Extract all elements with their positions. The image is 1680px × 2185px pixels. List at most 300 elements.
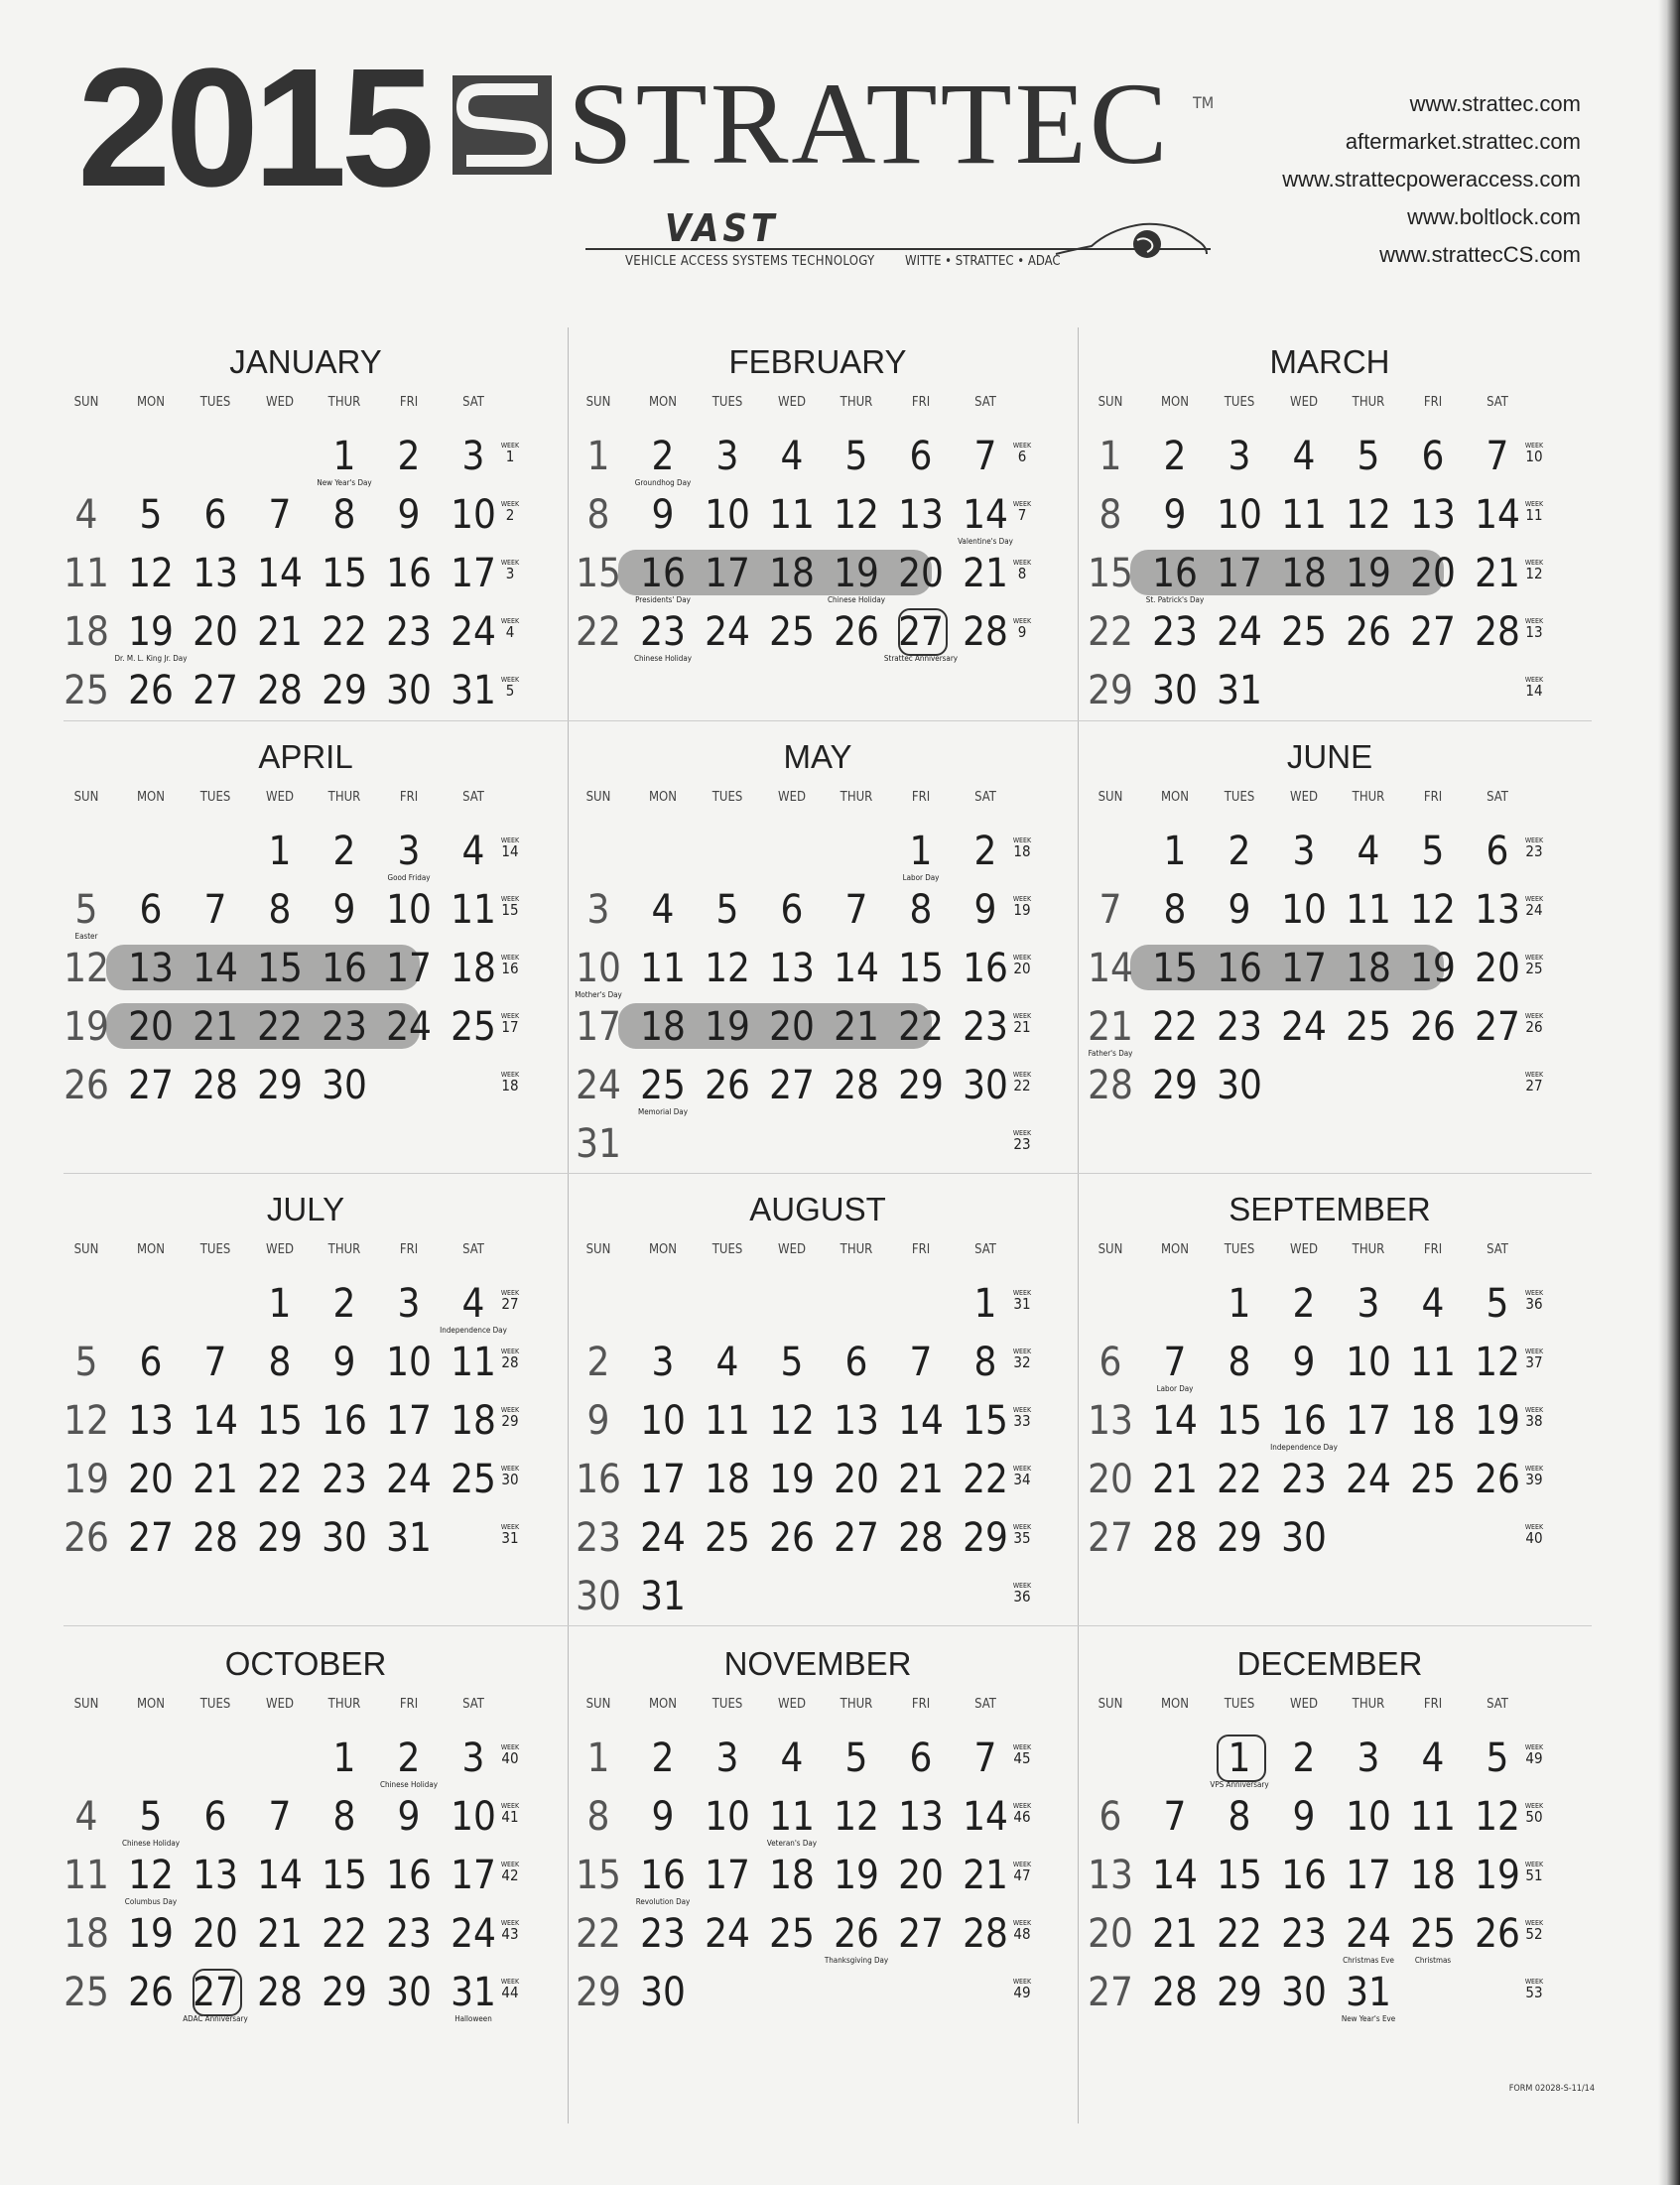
- day-cell: 29: [257, 1063, 303, 1108]
- week-label: WEEK: [1012, 1465, 1032, 1473]
- week-label: WEEK: [1524, 559, 1544, 567]
- day-cell: 28: [193, 1063, 238, 1108]
- holiday-label: Labor Day: [902, 873, 940, 882]
- weekday-label: MON: [648, 1697, 678, 1712]
- week-number: [499, 1290, 521, 1312]
- day-cell: 26: [1475, 1457, 1520, 1502]
- day-cell: 15: [898, 946, 944, 991]
- week-value: 2: [505, 506, 515, 524]
- vast-tagline: VEHICLE ACCESS SYSTEMS TECHNOLOGY: [625, 254, 875, 269]
- weekday-label: FRI: [399, 395, 419, 410]
- day-cell: 13: [769, 946, 815, 991]
- week-value: 31: [1013, 1295, 1031, 1313]
- week-number: [1011, 1466, 1033, 1487]
- weekday-label: WED: [266, 1242, 294, 1257]
- day-cell: 10: [705, 1794, 750, 1840]
- holiday-label: Strattec Anniversary: [883, 654, 959, 663]
- weekday-label: THUR: [840, 395, 873, 410]
- week-label: WEEK: [1524, 1802, 1544, 1810]
- day-cell: 27: [898, 609, 944, 655]
- day-cell: 23: [322, 1457, 367, 1502]
- week-number: [499, 501, 521, 523]
- week-label: WEEK: [1012, 895, 1032, 903]
- week-label: WEEK: [500, 836, 520, 844]
- day-cell: 30: [322, 1063, 367, 1108]
- holiday-label: New Year's Eve: [1341, 2014, 1396, 2023]
- week-value: 8: [1017, 565, 1027, 582]
- weekday-label: FRI: [1423, 1242, 1443, 1257]
- week-number: [499, 1744, 521, 1766]
- week-number: [1523, 677, 1545, 699]
- week-value: 48: [1013, 1925, 1031, 1943]
- day-cell: 26: [769, 1515, 815, 1561]
- day-cell: 17: [705, 551, 750, 596]
- week-number: [499, 1466, 521, 1487]
- day-cell: 31: [451, 668, 496, 713]
- weekday-label: WED: [1290, 395, 1318, 410]
- week-number: [499, 1349, 521, 1370]
- holiday-label: Labor Day: [1156, 1384, 1194, 1393]
- day-cell: 23: [386, 1911, 432, 1957]
- week-value: 6: [1017, 448, 1027, 465]
- week-label: WEEK: [1012, 1978, 1032, 1986]
- day-cell: 28: [834, 1063, 879, 1108]
- day-cell: 12: [834, 492, 879, 538]
- day-cell: 11: [1346, 887, 1391, 933]
- day-cell: 6: [203, 492, 227, 538]
- day-cell: 13: [834, 1398, 879, 1444]
- month-october: [64, 1629, 572, 2066]
- day-cell: 29: [322, 1970, 367, 2015]
- day-cell: 30: [1152, 668, 1198, 713]
- day-cell: 18: [705, 1457, 750, 1502]
- day-cell: 4: [715, 1340, 739, 1385]
- form-number: FORM 02028-S-11/14: [1508, 2084, 1595, 2094]
- holiday-label: Mother's Day: [575, 990, 622, 999]
- day-cell: 6: [1486, 829, 1509, 874]
- holiday-label: Dr. M. L. King Jr. Day: [114, 654, 188, 663]
- weekday-label: SAT: [462, 395, 484, 410]
- week-number: [1523, 1466, 1545, 1487]
- day-cell: 20: [193, 1911, 238, 1957]
- day-cell: 11: [64, 551, 109, 596]
- day-cell: 1: [268, 1281, 292, 1327]
- day-cell: 31: [386, 1515, 432, 1561]
- month-november: [576, 1629, 1084, 2066]
- day-cell: 21: [1475, 551, 1520, 596]
- day-cell: 6: [1098, 1340, 1122, 1385]
- week-label: WEEK: [500, 1406, 520, 1414]
- day-cell: 31: [576, 1121, 621, 1167]
- day-cell: 31: [1346, 1970, 1391, 2015]
- week-label: WEEK: [1524, 617, 1544, 625]
- weekday-label: SUN: [73, 395, 99, 410]
- week-number: [1523, 1803, 1545, 1825]
- week-number: [1523, 837, 1545, 859]
- day-cell: 9: [1292, 1794, 1316, 1840]
- day-cell: 21: [1088, 1004, 1133, 1050]
- day-cell: 19: [1410, 946, 1456, 991]
- day-cell: 13: [898, 492, 944, 538]
- day-cell: 14: [963, 1794, 1008, 1840]
- day-cell: 14: [834, 946, 879, 991]
- day-cell: 5: [715, 887, 739, 933]
- week-number: [1011, 1349, 1033, 1370]
- day-cell: 9: [397, 492, 421, 538]
- url-aftermarket[interactable]: aftermarket.strattec.com: [1345, 129, 1581, 154]
- day-cell: 18: [1346, 946, 1391, 991]
- weekday-label: WED: [1290, 790, 1318, 805]
- url-strattec[interactable]: www.strattec.com: [1409, 91, 1581, 116]
- day-cell: 9: [1163, 492, 1187, 538]
- weekday-label: FRI: [399, 1697, 419, 1712]
- vast-brands: WITTE • STRATTEC • ADAC: [905, 254, 1061, 269]
- day-cell: 16: [386, 1853, 432, 1898]
- month-title: JUNE: [1286, 738, 1373, 775]
- holiday-label: New Year's Day: [317, 478, 372, 487]
- week-value: 7: [1017, 506, 1027, 524]
- day-cell: 16: [963, 946, 1008, 991]
- day-cell: 25: [451, 1457, 496, 1502]
- day-cell: 3: [1357, 1735, 1380, 1781]
- week-number: [1011, 1979, 1033, 2000]
- weekday-label: SUN: [73, 1697, 99, 1712]
- weekday-label: SAT: [974, 790, 996, 805]
- week-number: [1011, 1407, 1033, 1429]
- week-label: WEEK: [1524, 1406, 1544, 1414]
- day-cell: 9: [332, 887, 356, 933]
- day-cell: 13: [1410, 492, 1456, 538]
- week-number: [1011, 896, 1033, 918]
- day-cell: 25: [1281, 609, 1327, 655]
- day-cell: 24: [386, 1004, 432, 1050]
- day-cell: 6: [139, 1340, 163, 1385]
- week-value: 28: [501, 1353, 519, 1371]
- day-cell: 19: [128, 1911, 174, 1957]
- day-cell: 2: [1228, 829, 1251, 874]
- week-value: 9: [1017, 623, 1027, 641]
- week-number: [1523, 1072, 1545, 1093]
- weekday-label: SUN: [1098, 1697, 1123, 1712]
- day-cell: 24: [451, 1911, 496, 1957]
- day-cell: 4: [74, 1794, 98, 1840]
- weekday-label: TUES: [711, 790, 743, 805]
- day-cell: 6: [844, 1340, 868, 1385]
- day-cell: 8: [332, 1794, 356, 1840]
- week-value: 49: [1525, 1749, 1543, 1767]
- day-cell: 26: [834, 609, 879, 655]
- day-cell: 13: [193, 1853, 238, 1898]
- day-cell: 18: [640, 1004, 686, 1050]
- day-cell: 19: [834, 1853, 879, 1898]
- weekday-label: SAT: [462, 790, 484, 805]
- weekday-label: MON: [1160, 395, 1190, 410]
- week-label: WEEK: [1012, 1071, 1032, 1079]
- day-cell: 17: [1217, 551, 1262, 596]
- day-cell: 2: [397, 434, 421, 479]
- weekday-label: SUN: [585, 1697, 611, 1712]
- strattec-logo-icon: [452, 75, 552, 175]
- day-cell: 9: [397, 1794, 421, 1840]
- weekday-label: THUR: [840, 790, 873, 805]
- day-cell: 1: [268, 829, 292, 874]
- holiday-label: Good Friday: [387, 873, 431, 882]
- day-cell: 10: [386, 1340, 432, 1385]
- weekday-label: FRI: [1423, 1697, 1443, 1712]
- weekday-label: FRI: [911, 1697, 931, 1712]
- week-value: 40: [501, 1749, 519, 1767]
- day-cell: 1: [1228, 1281, 1251, 1327]
- week-value: 27: [1525, 1077, 1543, 1094]
- anniversary-circle: [1217, 1735, 1266, 1782]
- day-cell: 1: [1098, 434, 1122, 479]
- day-cell: 18: [64, 1911, 109, 1957]
- weekday-label: SUN: [1098, 395, 1123, 410]
- day-cell: 29: [963, 1515, 1008, 1561]
- week-number: [1011, 1524, 1033, 1546]
- day-cell: 6: [1421, 434, 1445, 479]
- week-number: [1011, 501, 1033, 523]
- weekday-label: WED: [266, 790, 294, 805]
- month-january: [64, 327, 572, 764]
- day-cell: 16: [1152, 551, 1198, 596]
- day-cell: 29: [322, 668, 367, 713]
- day-cell: 6: [139, 887, 163, 933]
- holiday-label: Memorial Day: [638, 1107, 688, 1116]
- day-cell: 16: [640, 551, 686, 596]
- week-label: WEEK: [500, 1919, 520, 1927]
- weekday-label: TUES: [199, 790, 231, 805]
- week-number: [1011, 1583, 1033, 1605]
- day-cell: 21: [1152, 1457, 1198, 1502]
- weekday-label: SUN: [585, 1242, 611, 1257]
- day-cell: 26: [128, 668, 174, 713]
- holiday-label: Valentine's Day: [958, 537, 1013, 546]
- day-cell: 18: [769, 1853, 815, 1898]
- day-cell: 11: [1281, 492, 1327, 538]
- week-number: [499, 1979, 521, 2000]
- week-value: 36: [1525, 1295, 1543, 1313]
- week-label: WEEK: [500, 500, 520, 508]
- day-cell: 13: [898, 1794, 944, 1840]
- url-poweraccess[interactable]: www.strattecpoweraccess.com: [1282, 167, 1581, 192]
- week-label: WEEK: [1524, 954, 1544, 962]
- day-cell: 16: [1217, 946, 1262, 991]
- day-cell: 7: [1163, 1340, 1187, 1385]
- week-number: [499, 677, 521, 699]
- day-cell: 17: [1346, 1853, 1391, 1898]
- day-cell: 10: [451, 1794, 496, 1840]
- day-cell: 20: [128, 1457, 174, 1502]
- week-value: 19: [1013, 901, 1031, 919]
- week-label: WEEK: [1012, 836, 1032, 844]
- day-cell: 4: [651, 887, 675, 933]
- day-cell: 26: [1410, 1004, 1456, 1050]
- day-cell: 14: [1475, 492, 1520, 538]
- week-label: WEEK: [1524, 676, 1544, 684]
- day-cell: 3: [461, 434, 485, 479]
- week-number: [499, 618, 521, 640]
- day-cell: 26: [705, 1063, 750, 1108]
- weekday-label: THUR: [327, 790, 361, 805]
- weekday-label: TUES: [1224, 790, 1255, 805]
- weekday-label: TUES: [199, 395, 231, 410]
- day-cell: 14: [257, 551, 303, 596]
- month-title: JULY: [266, 1191, 345, 1227]
- day-cell: 5: [1486, 1735, 1509, 1781]
- day-cell: 18: [1410, 1853, 1456, 1898]
- day-cell: 18: [769, 551, 815, 596]
- week-value: 45: [1013, 1749, 1031, 1767]
- day-cell: 20: [193, 609, 238, 655]
- day-cell: 18: [1410, 1398, 1456, 1444]
- week-label: WEEK: [1012, 1919, 1032, 1927]
- day-cell: 27: [1475, 1004, 1520, 1050]
- weekday-label: THUR: [1352, 1697, 1385, 1712]
- week-label: WEEK: [500, 1523, 520, 1531]
- day-cell: 28: [898, 1515, 944, 1561]
- day-cell: 14: [898, 1398, 944, 1444]
- day-cell: 25: [1410, 1457, 1456, 1502]
- url-stratteccs[interactable]: www.strattecCS.com: [1379, 242, 1581, 267]
- week-label: WEEK: [500, 1861, 520, 1868]
- day-cell: 3: [715, 434, 739, 479]
- day-cell: 23: [576, 1515, 621, 1561]
- week-number: [1011, 1290, 1033, 1312]
- day-cell: 5: [139, 1794, 163, 1840]
- day-cell: 2: [1292, 1735, 1316, 1781]
- weekday-label: SAT: [462, 1242, 484, 1257]
- anniversary-circle: [193, 1969, 242, 2016]
- day-cell: 20: [1088, 1911, 1133, 1957]
- day-cell: 7: [973, 1735, 997, 1781]
- day-cell: 17: [1281, 946, 1327, 991]
- month-title: DECEMBER: [1236, 1645, 1423, 1682]
- day-cell: 30: [1281, 1970, 1327, 2015]
- day-cell: 21: [193, 1004, 238, 1050]
- day-cell: 13: [128, 1398, 174, 1444]
- weekday-label: MON: [648, 790, 678, 805]
- day-cell: 10: [576, 946, 621, 991]
- day-cell: 1: [973, 1281, 997, 1327]
- day-cell: 2: [651, 434, 675, 479]
- week-value: 13: [1525, 623, 1543, 641]
- day-cell: 8: [586, 1794, 610, 1840]
- week-number: [1523, 1524, 1545, 1546]
- week-number: [1011, 1803, 1033, 1825]
- day-cell: 9: [586, 1398, 610, 1444]
- week-label: WEEK: [1012, 1348, 1032, 1355]
- week-number: [1011, 1130, 1033, 1152]
- day-cell: 22: [1217, 1911, 1262, 1957]
- weekday-label: MON: [136, 395, 166, 410]
- day-cell: 27: [898, 1911, 944, 1957]
- day-cell: 24: [1346, 1457, 1391, 1502]
- week-value: 23: [1525, 842, 1543, 860]
- day-cell: 21: [1152, 1911, 1198, 1957]
- day-cell: 8: [1228, 1794, 1251, 1840]
- day-cell: 16: [640, 1853, 686, 1898]
- day-cell: 30: [963, 1063, 1008, 1108]
- day-cell: 17: [451, 551, 496, 596]
- calendar-year: 2015: [77, 34, 430, 222]
- day-cell: 15: [322, 551, 367, 596]
- week-value: 29: [501, 1412, 519, 1430]
- day-cell: 2: [332, 829, 356, 874]
- weekday-label: FRI: [399, 1242, 419, 1257]
- day-cell: 1: [909, 829, 933, 874]
- day-cell: 23: [640, 1911, 686, 1957]
- day-cell: 15: [257, 946, 303, 991]
- day-cell: 22: [322, 609, 367, 655]
- week-value: 14: [1525, 682, 1543, 700]
- day-cell: 27: [193, 668, 238, 713]
- week-value: 18: [501, 1077, 519, 1094]
- weekday-label: SAT: [462, 1697, 484, 1712]
- week-label: WEEK: [1012, 617, 1032, 625]
- weekday-label: SAT: [1486, 1242, 1508, 1257]
- day-cell: 4: [74, 492, 98, 538]
- week-value: 25: [1525, 960, 1543, 977]
- weekday-label: TUES: [1224, 395, 1255, 410]
- weekday-label: SAT: [1486, 395, 1508, 410]
- day-cell: 24: [1217, 609, 1262, 655]
- day-cell: 3: [397, 829, 421, 874]
- week-value: 17: [501, 1018, 519, 1036]
- day-cell: 1: [1163, 829, 1187, 874]
- day-cell: 17: [640, 1457, 686, 1502]
- day-cell: 14: [1152, 1398, 1198, 1444]
- day-cell: 14: [1152, 1853, 1198, 1898]
- day-cell: 6: [780, 887, 804, 933]
- day-cell: 20: [1475, 946, 1520, 991]
- day-cell: 22: [963, 1457, 1008, 1502]
- holiday-label: Independence Day: [440, 1326, 507, 1335]
- day-cell: 23: [1281, 1911, 1327, 1957]
- week-value: 42: [501, 1866, 519, 1884]
- day-cell: 29: [1152, 1063, 1198, 1108]
- month-title: JANUARY: [229, 343, 382, 380]
- weekday-label: SAT: [974, 1242, 996, 1257]
- week-value: 51: [1525, 1866, 1543, 1884]
- week-number: [1523, 1407, 1545, 1429]
- weekday-label: SUN: [1098, 790, 1123, 805]
- week-label: WEEK: [500, 895, 520, 903]
- day-cell: 22: [1152, 1004, 1198, 1050]
- day-cell: 4: [1421, 1281, 1445, 1327]
- day-cell: 30: [1217, 1063, 1262, 1108]
- day-cell: 13: [128, 946, 174, 991]
- day-cell: 9: [651, 1794, 675, 1840]
- weekday-label: MON: [1160, 1242, 1190, 1257]
- day-cell: 26: [64, 1063, 109, 1108]
- url-boltlock[interactable]: www.boltlock.com: [1407, 204, 1581, 229]
- day-cell: 11: [640, 946, 686, 991]
- weekday-label: TUES: [711, 1697, 743, 1712]
- day-cell: 19: [128, 609, 174, 655]
- day-cell: 10: [705, 492, 750, 538]
- week-number: [499, 1524, 521, 1546]
- holiday-label: Independence Day: [1270, 1443, 1338, 1452]
- day-cell: 25: [1410, 1911, 1456, 1957]
- day-cell: 10: [1217, 492, 1262, 538]
- week-label: WEEK: [500, 442, 520, 450]
- month-title: FEBRUARY: [728, 343, 907, 380]
- month-february: [576, 327, 1084, 764]
- day-cell: 13: [1475, 887, 1520, 933]
- day-cell: 11: [64, 1853, 109, 1898]
- weekday-label: THUR: [1352, 395, 1385, 410]
